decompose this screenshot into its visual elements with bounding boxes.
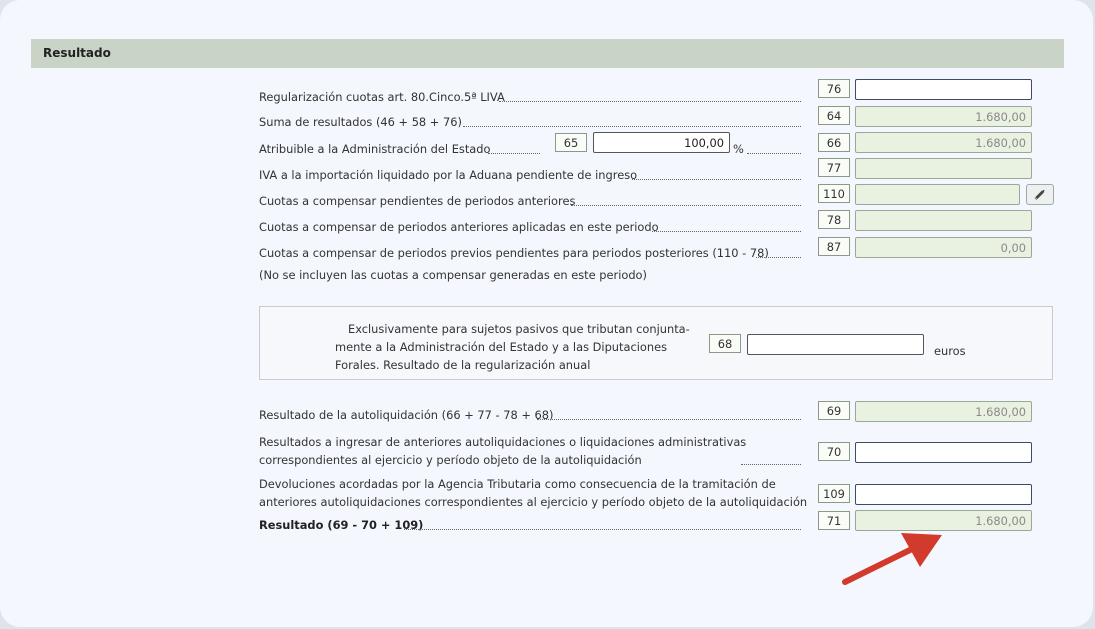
leader-dots (741, 464, 801, 465)
note-text: (No se incluyen las cuotas a compensar generadas en este periodo) (259, 268, 647, 282)
input-68[interactable] (747, 334, 924, 355)
label-64: Suma de resultados (46 + 58 + 76) (259, 115, 462, 129)
code-77: 77 (818, 158, 850, 177)
leader-dots (571, 205, 801, 206)
label-77: IVA a la importación liquidado por la Aduana pendiente de ingreso (259, 168, 638, 182)
label-66: Atribuible a la Administración del Estado (259, 142, 491, 156)
label-109-line1: Devoluciones acordadas por la Agencia Tributaria como consecuencia de la tramitación de (259, 477, 776, 491)
leader-dots (499, 101, 801, 102)
input-70[interactable] (855, 442, 1032, 463)
leader-dots (488, 153, 540, 154)
code-70: 70 (818, 442, 850, 461)
input-110[interactable] (855, 184, 1020, 205)
label-70-line2: correspondientes al ejercicio y período objeto de la autoliquidación (259, 453, 642, 467)
code-69: 69 (818, 401, 850, 420)
edit-110-button[interactable] (1026, 184, 1054, 205)
input-65-percentage[interactable]: 100,00 (593, 132, 730, 153)
code-71: 71 (818, 511, 850, 530)
value-87: 0,00 (855, 237, 1032, 258)
value-71: 1.680,00 (855, 510, 1032, 531)
code-68: 68 (709, 334, 741, 353)
section-header (31, 39, 1064, 68)
joint-taxation-box (259, 306, 1053, 380)
code-66: 66 (818, 133, 850, 152)
label-109-line2: anteriores autoliquidaciones correspondientes al ejercicio y período objeto de la autoliquidación (259, 495, 808, 509)
euros-unit: euros (934, 344, 966, 358)
input-78[interactable] (855, 210, 1032, 231)
label-87: Cuotas a compensar de periodos previos pendientes para periodos posteriores (110 - 78) (259, 246, 769, 260)
section-title: Resultado (43, 46, 111, 60)
leader-dots (463, 126, 801, 127)
input-109[interactable] (855, 484, 1032, 505)
code-110: 110 (818, 184, 850, 203)
red-arrow-icon (840, 525, 950, 590)
leader-dots (632, 179, 801, 180)
leader-dots (747, 153, 801, 154)
code-65: 65 (555, 133, 587, 152)
joint-line-2: mente a la Administración del Estado y a las Diputaciones (335, 340, 668, 354)
input-76[interactable] (855, 79, 1032, 100)
label-110: Cuotas a compensar pendientes de periodos anteriores (259, 194, 576, 208)
percent-unit: % (733, 142, 744, 156)
leader-dots (756, 257, 801, 258)
code-76: 76 (818, 79, 850, 98)
label-71: Resultado (69 - 70 + 109) (259, 518, 424, 532)
label-76: Regularización cuotas art. 80.Cinco.5ª LIVA (259, 90, 505, 104)
input-77[interactable] (855, 158, 1032, 179)
label-69: Resultado de la autoliquidación (66 + 77 - 78 + 68) (259, 408, 554, 422)
label-78: Cuotas a compensar de periodos anteriores aplicadas en este periodo (259, 220, 659, 234)
joint-line-3: Forales. Resultado de la regularización anual (335, 358, 591, 372)
joint-line-1: Exclusivamente para sujetos pasivos que tributan conjunta- (348, 322, 690, 336)
value-64: 1.680,00 (855, 106, 1032, 127)
code-109: 109 (818, 484, 850, 503)
code-78: 78 (818, 210, 850, 229)
value-66: 1.680,00 (855, 132, 1032, 153)
code-87: 87 (818, 237, 850, 256)
code-64: 64 (818, 106, 850, 125)
leader-dots (537, 419, 801, 420)
leader-dots (404, 529, 801, 530)
leader-dots (652, 231, 801, 232)
label-70-line1: Resultados a ingresar de anteriores autoliquidaciones o liquidaciones administrativas (259, 435, 747, 449)
pencil-icon (1027, 185, 1053, 204)
value-69: 1.680,00 (855, 401, 1032, 422)
